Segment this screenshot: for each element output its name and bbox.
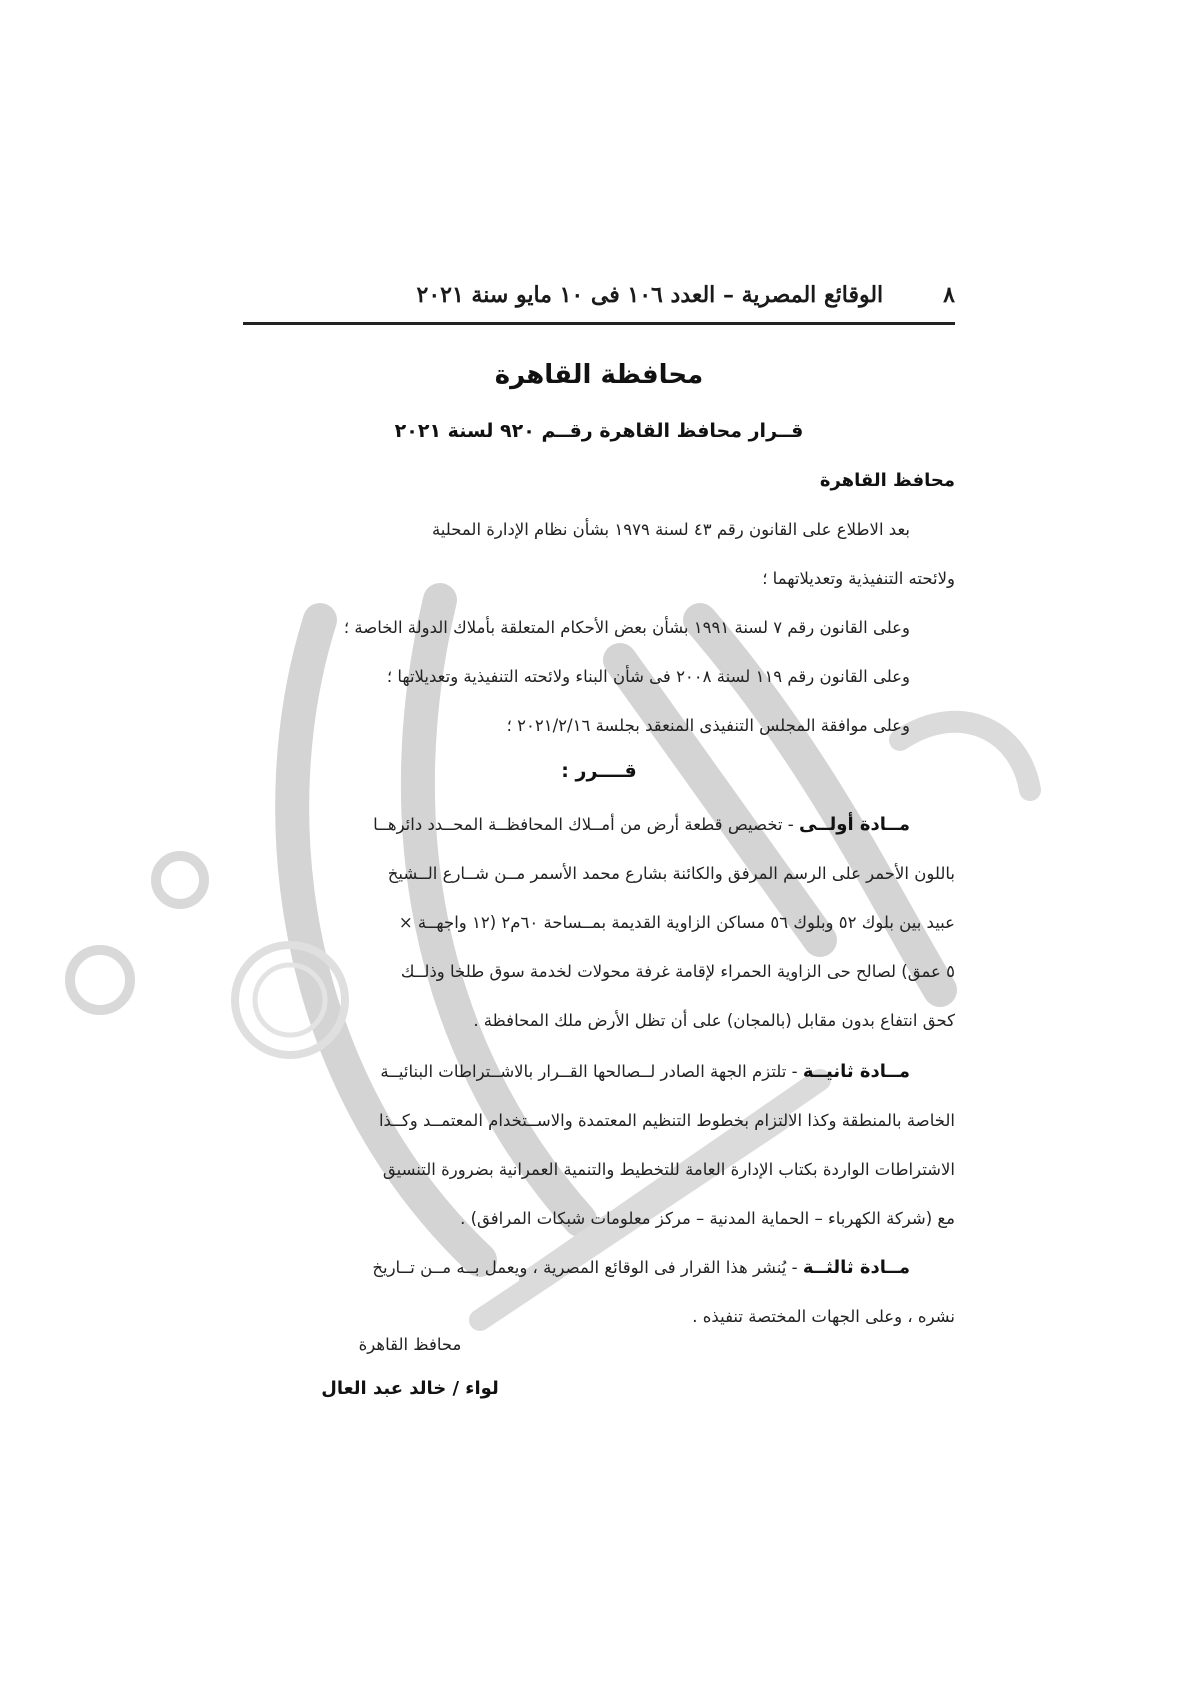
article-line: مع (شركة الكهرباء – الحماية المدنية – مركز معلومات شبكات المرافق) . — [460, 1209, 955, 1228]
article-label: مــادة أولــى — [799, 814, 910, 835]
signature-title: محافظ القاهرة — [358, 1335, 462, 1354]
header-divider — [243, 322, 955, 325]
decree-title: قــرار محافظ القاهرة رقــم ٩٢٠ لسنة ٢٠٢١ — [394, 420, 804, 442]
preamble — [243, 505, 955, 750]
article-line: باللون الأحمر على الرسم المرفق والكائنة بشارع محمد الأسمر مــن شــارع الــشيخ — [387, 864, 955, 883]
page-title: محافظة القاهرة — [494, 360, 704, 390]
preamble-line: وعلى القانون رقم ٧ لسنة ١٩٩١ بشأن بعض الأحكام المتعلقة بأملاك الدولة الخاصة ؛ — [343, 618, 910, 637]
article-line: مــادة أولــى - تخصيص قطعة أرض من أمــلاك المحافظــة المحــدد دائرهــا — [373, 814, 910, 835]
signature-name: لواء / خالد عبد العال — [321, 1378, 499, 1399]
decided-heading: قــــرر : — [561, 760, 637, 782]
article-line: مــادة ثانيــة - تلتزم الجهة الصادر لــصالحها القــرار بالاشــتراطات البنائيــة — [380, 1061, 910, 1082]
article-line: ٥ عمق) لصالح حى الزاوية الحمراء لإقامة غرفة محولات لخدمة سوق طلخا وذلــك — [400, 962, 955, 981]
page-header — [243, 274, 955, 316]
issuer-heading: محافظ القاهرة — [819, 470, 955, 491]
preamble-line: وعلى القانون رقم ١١٩ لسنة ٢٠٠٨ فى شأن البناء ولائحته التنفيذية وتعديلاتها ؛ — [386, 667, 910, 686]
article-3 — [243, 1243, 955, 1341]
preamble-line: وعلى موافقة المجلس التنفيذى المنعقد بجلسة ٢٠٢١/٢/١٦ ؛ — [506, 716, 910, 735]
article-line: عبيد بين بلوك ٥٢ وبلوك ٥٦ مساكن الزاوية القديمة بمــساحة ٦٠م٢ (١٢ واجهــة × — [398, 913, 955, 932]
article-line: الخاصة بالمنطقة وكذا الالتزام بخطوط التنظيم المعتمدة والاســتخدام المعتمــد وكــذا — [378, 1111, 955, 1130]
article-label: مــادة ثانيــة — [802, 1061, 910, 1082]
article-line: الاشتراطات الواردة بكتاب الإدارة العامة للتخطيط والتنمية العمرانية بضرورة التنسيق — [382, 1160, 955, 1179]
gazette-issue: الوقائع المصرية – العدد ١٠٦ فى ١٠ مايو سنة ٢٠٢١ — [416, 282, 884, 308]
article-line: كحق انتفاع بدون مقابل (بالمجان) على أن تظل الأرض ملك المحافظة . — [473, 1011, 955, 1030]
preamble-line: ولائحته التنفيذية وتعديلاتهما ؛ — [762, 569, 955, 588]
article-line: نشره ، وعلى الجهات المختصة تنفيذه . — [692, 1307, 955, 1326]
article-line: مــادة ثالثــة - يُنشر هذا القرار فى الوقائع المصرية ، ويعمل بــه مــن تــاريخ — [372, 1257, 910, 1278]
article-label: مــادة ثالثــة — [802, 1257, 910, 1278]
article-2 — [243, 1047, 955, 1243]
page-number: ٨ — [943, 282, 955, 308]
preamble-line: بعد الاطلاع على القانون رقم ٤٣ لسنة ١٩٧٩ بشأن نظام الإدارة المحلية — [431, 520, 910, 539]
article-1 — [243, 800, 955, 1045]
